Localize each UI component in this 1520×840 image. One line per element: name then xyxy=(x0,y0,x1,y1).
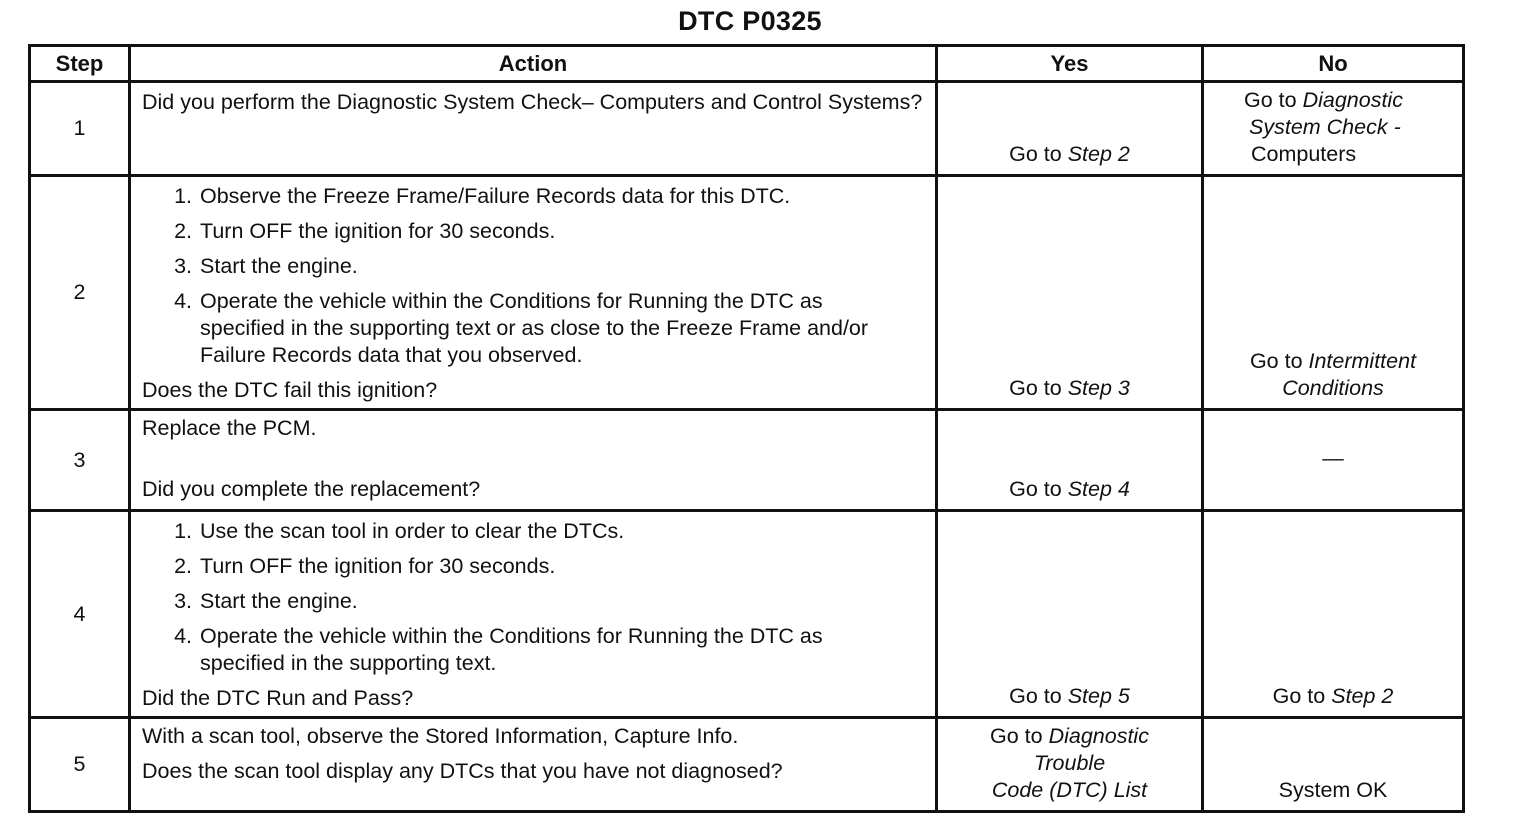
no-target: Intermittent xyxy=(1308,349,1417,373)
list-item: 3. Start the engine. xyxy=(174,254,358,278)
yes-cell xyxy=(937,82,1203,176)
action-text: With a scan tool, observe the Stored Information, Capture Info. xyxy=(142,724,739,748)
list-item: 4. Operate the vehicle within the Conditions for Running the DTC as specified in the supporting text. xyxy=(174,624,823,675)
yes-prefix: Go to xyxy=(1009,684,1068,708)
action-question: Does the DTC fail this ignition? xyxy=(142,378,438,402)
yes-cell xyxy=(937,718,1203,812)
dtc-table xyxy=(28,44,1465,813)
action-question: Did the DTC Run and Pass? xyxy=(142,686,414,710)
action-text: Did you perform the Diagnostic System Check– Computers and Control Systems? xyxy=(142,90,923,114)
action-question: Does the scan tool display any DTCs that you have not diagnosed? xyxy=(142,759,783,783)
no-prefix: Go to xyxy=(1272,684,1332,708)
list-item: 2. Turn OFF the ignition for 30 seconds. xyxy=(174,219,556,243)
no-cell xyxy=(1203,511,1464,718)
no-target: Step 2 xyxy=(1331,684,1394,708)
table-row xyxy=(30,410,1464,511)
yes-cell xyxy=(937,511,1203,718)
no-target-line2: Conditions xyxy=(1282,376,1384,400)
yes-cell xyxy=(937,410,1203,511)
no-target: Diagnostic xyxy=(1302,88,1403,112)
action-cell xyxy=(130,176,937,410)
step-number: 5 xyxy=(30,718,130,812)
list-item: 2. Turn OFF the ignition for 30 seconds. xyxy=(174,554,556,578)
list-item: 3. Start the engine. xyxy=(174,589,358,613)
yes-prefix: Go to xyxy=(990,724,1049,748)
no-prefix: Go to xyxy=(1249,349,1309,373)
header-step: Step xyxy=(30,46,130,82)
no-cell xyxy=(1203,176,1464,410)
step-number: 1 xyxy=(30,82,130,176)
yes-target-line2: Trouble xyxy=(1033,751,1106,775)
page-title: DTC P0325 xyxy=(678,6,822,36)
no-target-line3: Computers xyxy=(1251,142,1357,166)
table-row xyxy=(30,511,1464,718)
action-text: Replace the PCM. xyxy=(142,416,317,440)
yes-prefix: Go to xyxy=(1009,142,1068,166)
no-text: System OK xyxy=(1278,778,1388,802)
step-number: 4 xyxy=(30,511,130,718)
header-action: Action xyxy=(130,46,937,82)
action-steps xyxy=(142,183,929,369)
table-row xyxy=(30,176,1464,410)
table-row xyxy=(30,718,1464,812)
action-cell xyxy=(130,718,937,812)
no-cell xyxy=(1203,718,1464,812)
yes-target: Step 2 xyxy=(1067,142,1130,166)
list-item: 1. Observe the Freeze Frame/Failure Records data for this DTC. xyxy=(174,184,791,208)
no-prefix: Go to xyxy=(1244,88,1303,112)
no-dash: — xyxy=(1322,445,1344,470)
header-no: No xyxy=(1203,46,1464,82)
no-cell xyxy=(1203,410,1464,511)
no-target-line2: System Check - xyxy=(1249,115,1401,139)
table-row xyxy=(30,82,1464,176)
yes-cell xyxy=(937,176,1203,410)
action-cell xyxy=(130,82,937,176)
header-row xyxy=(30,46,1464,82)
yes-target: Diagnostic xyxy=(1048,724,1149,748)
no-cell xyxy=(1203,82,1464,176)
step-number: 2 xyxy=(30,176,130,410)
yes-prefix: Go to xyxy=(1009,376,1068,400)
header-yes: Yes xyxy=(937,46,1203,82)
list-item: 1. Use the scan tool in order to clear the DTCs. xyxy=(174,519,625,543)
action-question: Did you complete the replacement? xyxy=(142,477,481,501)
step-number: 3 xyxy=(30,410,130,511)
yes-target: Step 3 xyxy=(1067,376,1130,400)
action-steps xyxy=(142,518,929,677)
yes-target-line3: Code (DTC) List xyxy=(991,778,1148,802)
yes-prefix: Go to xyxy=(1009,477,1068,501)
yes-target: Step 4 xyxy=(1067,477,1130,501)
action-cell xyxy=(130,410,937,511)
list-item: 4. Operate the vehicle within the Conditions for Running the DTC as specified in the supporting text or as close to the Freeze Frame and/or Failure Records data that you observed. xyxy=(174,289,869,367)
yes-target: Step 5 xyxy=(1067,684,1130,708)
action-cell xyxy=(130,511,937,718)
